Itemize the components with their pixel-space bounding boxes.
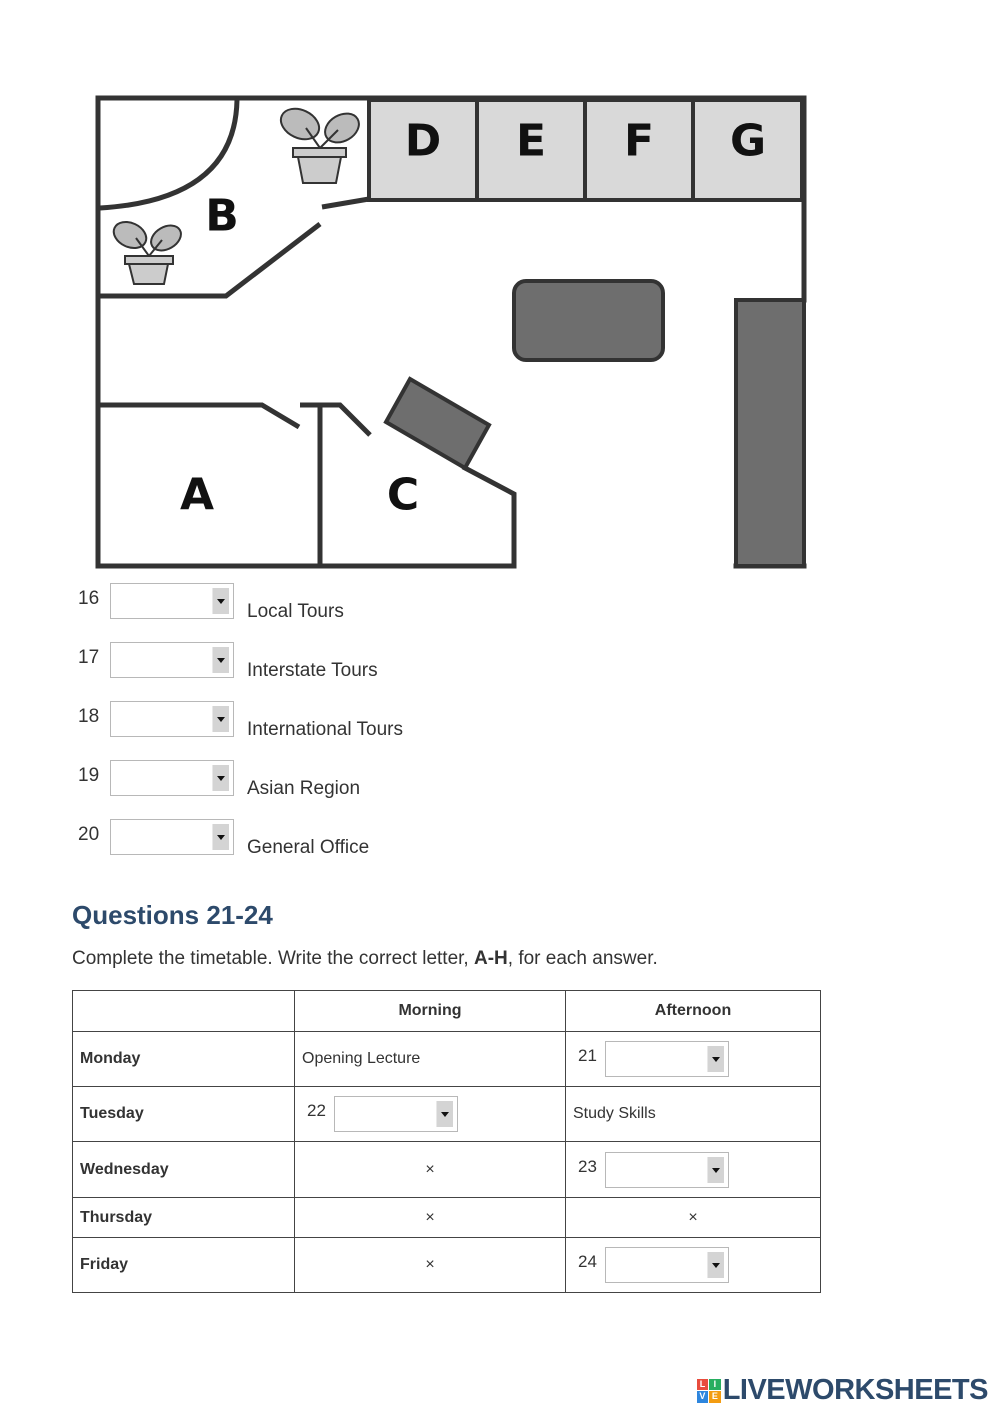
- question-label: International Tours: [247, 719, 403, 740]
- timetable: [72, 990, 821, 1293]
- question-label: General Office: [247, 837, 370, 858]
- table-row: [73, 1032, 821, 1087]
- desk-angled: [386, 379, 489, 468]
- chevron-down-icon[interactable]: [707, 1157, 724, 1183]
- answer-select[interactable]: [110, 583, 234, 619]
- logo-tile: L: [697, 1379, 709, 1391]
- question-number: 24: [578, 1252, 597, 1271]
- header-cell: [73, 991, 295, 1032]
- day-cell: Thursday: [73, 1198, 295, 1238]
- morning-cell: [295, 1087, 566, 1142]
- chevron-down-icon[interactable]: [212, 706, 229, 732]
- section-heading: Questions 21-24: [72, 900, 273, 930]
- table-header-row: [73, 991, 821, 1032]
- answer-select[interactable]: [605, 1041, 729, 1077]
- chevron-down-icon[interactable]: [212, 588, 229, 614]
- afternoon-cell: [566, 1142, 821, 1198]
- wall-bottom: [98, 468, 514, 566]
- desk: [514, 281, 663, 360]
- room-label-e: E: [515, 115, 547, 167]
- answer-select[interactable]: [334, 1096, 458, 1132]
- question-number: 20: [78, 824, 100, 845]
- chevron-down-icon[interactable]: [212, 765, 229, 791]
- table-row: [73, 1142, 821, 1198]
- room-label-d: D: [404, 115, 442, 167]
- morning-cell: ×: [295, 1198, 566, 1238]
- logo-tile: E: [709, 1391, 721, 1403]
- afternoon-cell: [566, 1238, 821, 1293]
- room-label-b: B: [205, 190, 239, 242]
- plant-icon: [110, 217, 186, 284]
- plant-icon: [276, 103, 364, 183]
- answer-select[interactable]: [110, 642, 234, 678]
- question-label: Interstate Tours: [247, 660, 378, 681]
- question-number: 22: [307, 1101, 326, 1120]
- logo-tile: I: [709, 1379, 721, 1391]
- question-number: 16: [78, 588, 100, 609]
- table-row: [73, 1198, 821, 1238]
- header-cell: Morning: [295, 991, 566, 1032]
- question-number: 19: [78, 765, 100, 786]
- counter: [736, 300, 804, 566]
- answer-select[interactable]: [110, 760, 234, 796]
- chevron-down-icon[interactable]: [212, 824, 229, 850]
- question-label: Local Tours: [247, 601, 344, 622]
- question-label: Asian Region: [247, 778, 361, 799]
- morning-cell: ×: [295, 1238, 566, 1293]
- afternoon-cell: [566, 1032, 821, 1087]
- question-number: 17: [78, 647, 100, 668]
- afternoon-cell: Study Skills: [566, 1087, 821, 1142]
- question-number: 21: [578, 1046, 597, 1065]
- room-label-f: F: [623, 115, 655, 167]
- question-number: 18: [78, 706, 100, 727]
- chevron-down-icon[interactable]: [436, 1101, 453, 1127]
- logo-tile: V: [697, 1391, 709, 1403]
- chevron-down-icon[interactable]: [707, 1252, 724, 1278]
- table-row: [73, 1238, 821, 1293]
- room-label-g: G: [729, 115, 767, 167]
- table-row: [73, 1087, 821, 1142]
- chevron-down-icon[interactable]: [212, 647, 229, 673]
- floor-plan: [90, 90, 810, 575]
- answer-select[interactable]: [605, 1152, 729, 1188]
- day-cell: Wednesday: [73, 1142, 295, 1198]
- room-label-c: C: [386, 469, 420, 521]
- chevron-down-icon[interactable]: [707, 1046, 724, 1072]
- room-label-a: A: [179, 469, 215, 521]
- answer-select[interactable]: [110, 819, 234, 855]
- brand-logo[interactable]: [697, 1374, 988, 1407]
- instruction-text: Complete the timetable. Write the correct letter, A-H, for each answer.: [72, 948, 658, 969]
- answer-select[interactable]: [110, 701, 234, 737]
- brand-name: LIVEWORKSHEETS: [722, 1374, 988, 1406]
- afternoon-cell: ×: [566, 1198, 821, 1238]
- day-cell: Monday: [73, 1032, 295, 1087]
- morning-cell: ×: [295, 1142, 566, 1198]
- question-number: 23: [578, 1156, 597, 1176]
- day-cell: Tuesday: [73, 1087, 295, 1142]
- day-cell: Friday: [73, 1238, 295, 1293]
- liveworksheets-icon: [697, 1379, 721, 1403]
- header-cell: Afternoon: [566, 991, 821, 1032]
- answer-select[interactable]: [605, 1247, 729, 1283]
- morning-cell: Opening Lecture: [295, 1032, 566, 1087]
